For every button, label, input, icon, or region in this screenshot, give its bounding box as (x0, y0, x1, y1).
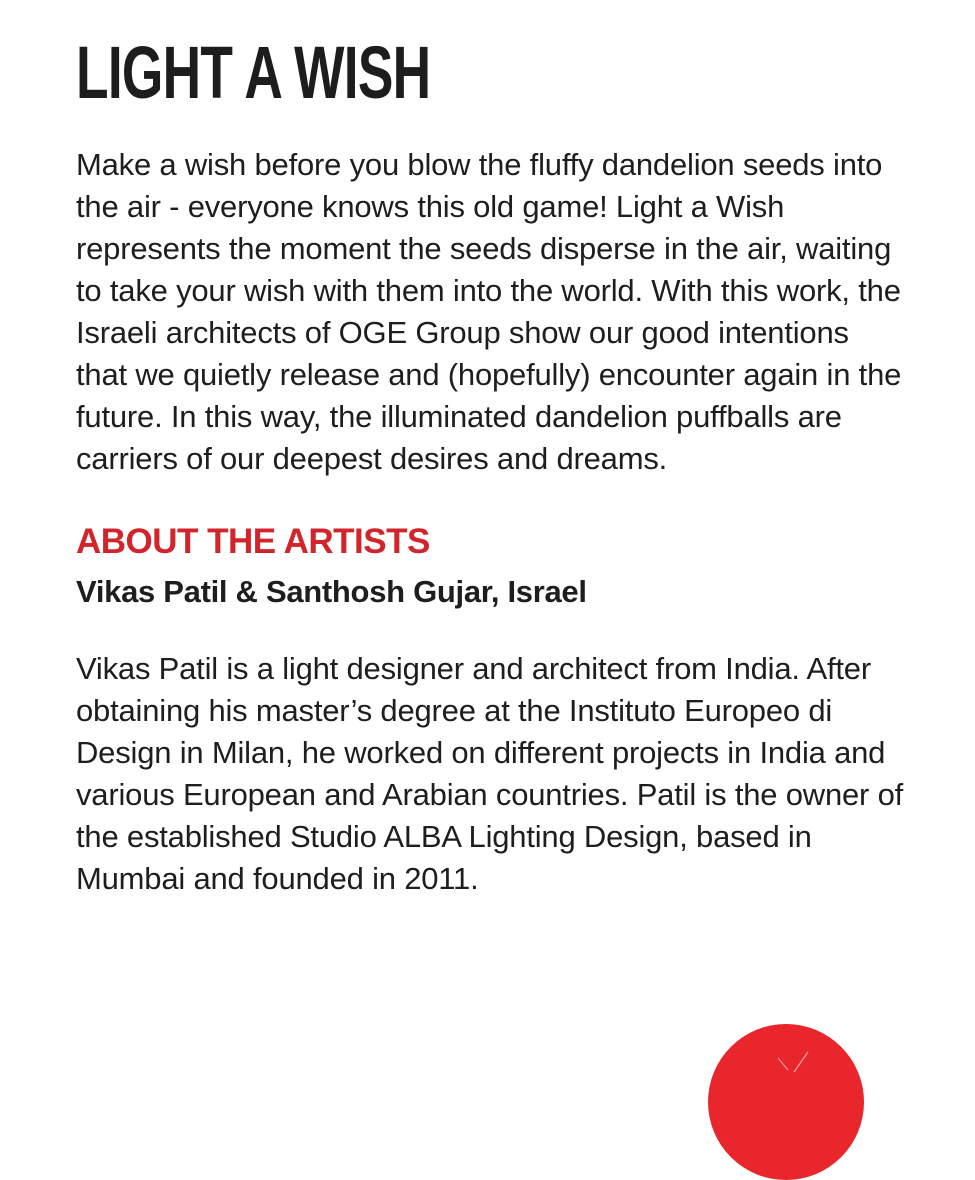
artist-bio-paragraph: Vikas Patil is a light designer and architect from India. After obtaining his master’s degree at the Instituto Europeo di Design in Milan, he worked on different projects in India and various European and Arabian countries. Patil is the owner of the established Studio ALBA Lighting Design, based in Mumbai and founded in 2011. (76, 651, 904, 896)
about-artists-heading: ABOUT THE ARTISTS (76, 522, 430, 561)
red-circle-graphic (708, 1024, 864, 1180)
intro-paragraph: Make a wish before you blow the fluffy dandelion seeds into the air - everyone knows this old game! Light a Wish represents the moment the seeds disperse in the air, waiting to take your wish with them into the world. With this work, the Israeli architects of OGE Group show our good intentions that we quietly release and (hopefully) encounter again in the future. In this way, the illuminated dandelion puffballs are carriers of our deepest desires and dreams. (76, 147, 902, 476)
page-title: LIGHT A WISH (76, 31, 431, 114)
artists-names: Vikas Patil & Santhosh Gujar, Israel (76, 574, 587, 609)
circle-line-decoration (708, 1024, 864, 1180)
article (76, 30, 906, 900)
